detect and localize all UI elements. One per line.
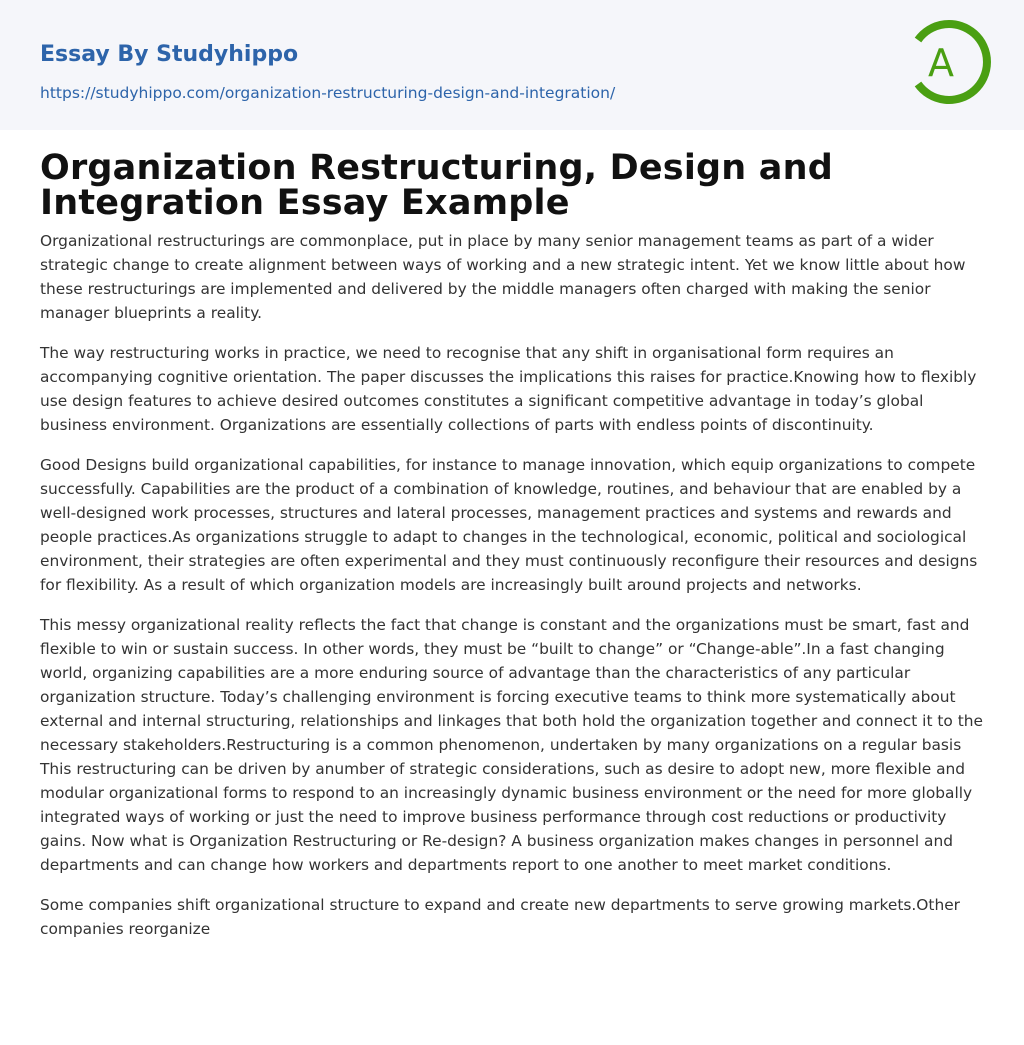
paragraph: Good Designs build organizational capabilities, for instance to manage innovation, which equip organizations to compete successfully. Capabilities are the product of a combination of knowledge, routines, and behaviour that are enabled by a well-designed work processes, structures and lateral processes, management practices and systems and rewards and people practices.As organizations struggle to adapt to changes in the technological, economic, political and sociological environment, their strategies are often experimental and they must continuously reconfigure their resources and designs for flexibility. As a result of which organization models are increasingly built around projects and networks. (40, 456, 978, 594)
site-header (0, 0, 1024, 130)
paragraph: This messy organizational reality reflects the fact that change is constant and the organizations must be smart, fast and flexible to win or sustain success. In other words, they must be “built to change” or “Change-able”.In a fast changing world, organizing capabilities are a more enduring source of advantage than the characteristics of any particular organization structure. Today’s challenging environment is forcing executive teams to think more systematically about external and internal structuring, relationships and linkages that both hold the organization together and connect it to the necessary stakeholders.Restructuring is a common phenomenon, undertaken by many organizations on a regular basis This restructuring can be driven by anumber of strategic considerations, such as desire to adopt new, more flexible and modular organizational forms to respond to an increasingly dynamic business environment or the need for more globally integrated ways of working or just the need to improve business performance through cost reductions or productivity gains. Now what is Organization Restructuring or Re-design? A business organization makes changes in personnel and departments and can change how workers and departments report to one another to meet market conditions. (40, 616, 983, 874)
paragraph: The way restructuring works in practice, we need to recognise that any shift in organisational form requires an accompanying cognitive orientation. The paper discusses the implications this raises for practice.Knowing how to flexibly use design features to achieve desired outcomes constitutes a significant competitive advantage in today’s global business environment. Organizations are essentially collections of parts with endless points of discontinuity. (40, 344, 977, 434)
logo-letter: A (928, 41, 954, 85)
brand-title[interactable]: Essay By Studyhippo (40, 42, 299, 67)
studyhippo-logo-icon[interactable] (904, 18, 992, 106)
paragraph: Organizational restructurings are commonplace, put in place by many senior management teams as part of a wider strategic change to create alignment between ways of working and a new strategic intent. Yet we know little about how these restructurings are implemented and delivered by the middle managers often charged with making the senior manager blueprints a reality. (40, 232, 966, 322)
paragraph: Some companies shift organizational structure to expand and create new departments to serve growing markets.Other companies reorganize (40, 896, 961, 938)
source-url-link[interactable]: https://studyhippo.com/organization-restructuring-design-and-integration/ (40, 84, 616, 102)
article-title: Organization Restructuring, Design and Integration Essay Example (40, 148, 833, 223)
article (0, 130, 1024, 941)
